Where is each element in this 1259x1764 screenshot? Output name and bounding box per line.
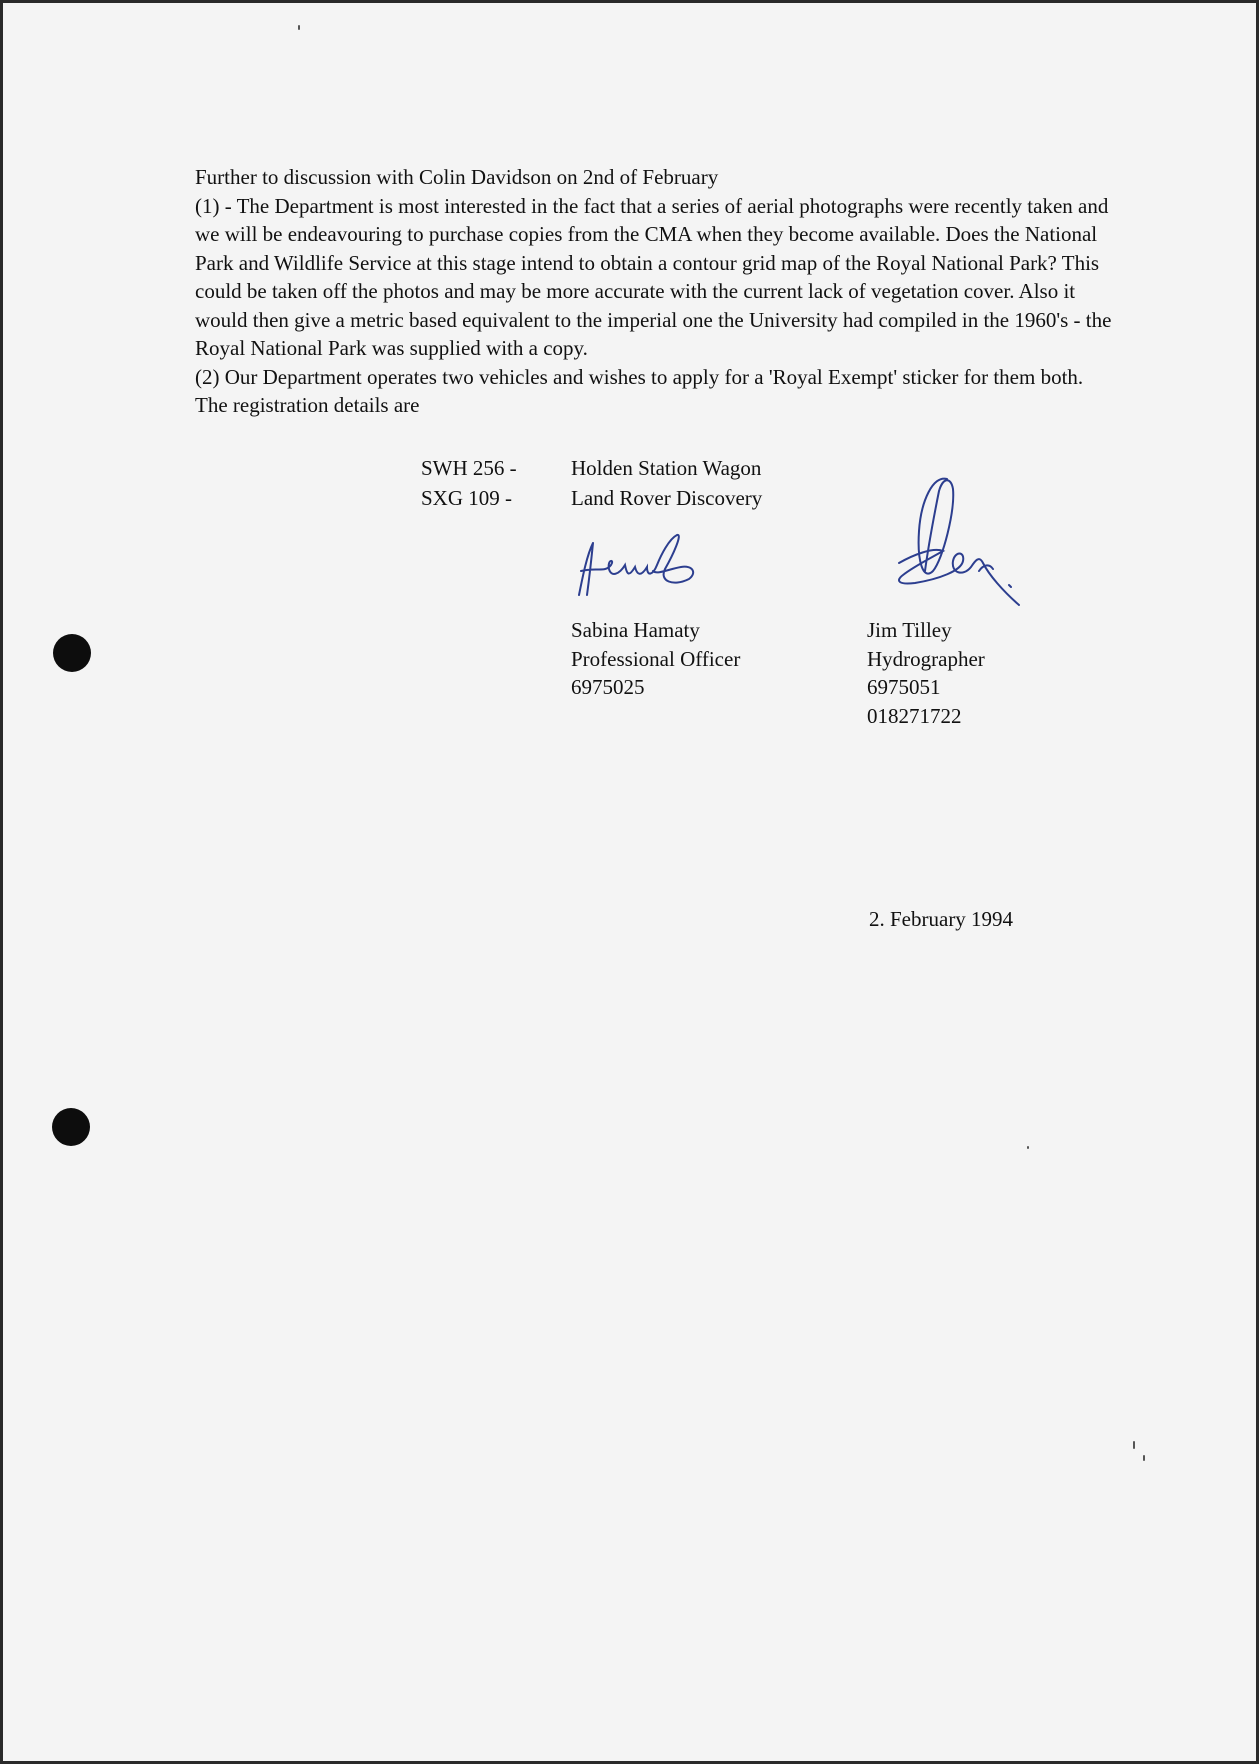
signatory-title: Hydrographer — [867, 646, 985, 671]
signatory-block-right — [867, 616, 985, 730]
signatory-phone-secondary: 018271722 — [867, 703, 962, 728]
punch-hole — [52, 1108, 90, 1146]
scan-speck — [1143, 1455, 1145, 1461]
letter-point-1: (1) - The Department is most interested in the fact that a series of aerial photographs were recently taken and we will be endeavouring to purchase copies from the CMA when they become available. Does the National Park and Wildlife Service at this stage intend to obtain a contour grid map of the Royal National Park? This could be taken off the photos and may be more accurate with the current lack of vegetation cover. Also it would then give a metric based equivalent to the imperial one the University had compiled in the 1960's - the Royal National Park was supplied with a copy. — [195, 193, 1112, 360]
scan-speck — [1027, 1146, 1029, 1149]
signatory-block-left — [571, 616, 740, 702]
signature-jim-tilley — [843, 471, 1043, 631]
letter-point-2: (2) Our Department operates two vehicles and wishes to apply for a 'Royal Exempt' sticker for them both. The registration details are — [195, 364, 1084, 417]
letter-date: 2. February 1994 — [869, 907, 1014, 931]
scan-speck — [298, 25, 300, 30]
vehicle-description: Holden Station Wagon — [571, 456, 762, 480]
signatory-name: Sabina Hamaty — [571, 618, 700, 642]
punch-hole — [53, 634, 91, 672]
signatory-title: Professional Officer — [571, 646, 741, 671]
vehicle-row — [421, 453, 762, 483]
document-page — [3, 3, 1256, 1761]
signatory-phone: 6975051 — [867, 675, 941, 699]
signature-sabina-hamaty — [573, 525, 713, 605]
vehicle-registration: SWH 256 - — [421, 456, 517, 480]
vehicle-registration: SXG 109 - — [421, 486, 513, 510]
signatory-name: Jim Tilley — [867, 618, 952, 642]
signatory-phone: 6975025 — [571, 675, 645, 699]
letter-body — [195, 163, 1115, 420]
vehicle-description: Land Rover Discovery — [571, 486, 763, 510]
vehicle-list — [421, 453, 762, 513]
letter-intro: Further to discussion with Colin Davidson on 2nd of February — [195, 165, 719, 189]
vehicle-row — [421, 483, 762, 513]
scan-speck — [1133, 1441, 1135, 1449]
